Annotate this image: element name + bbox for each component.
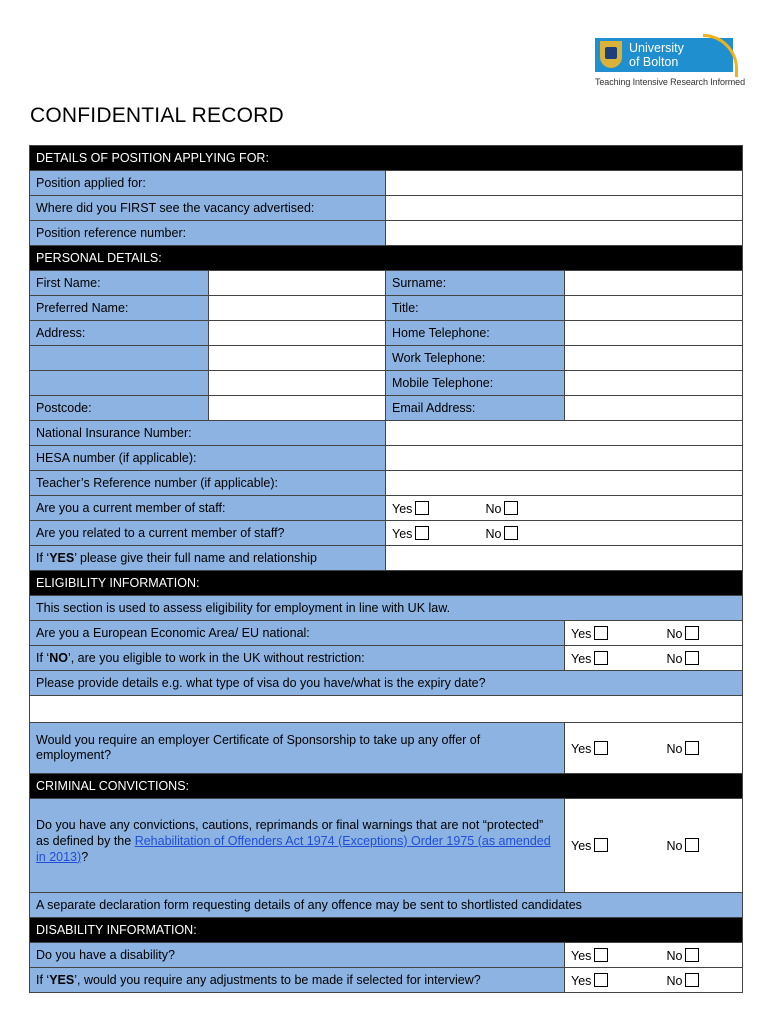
disability-yes-checkbox[interactable] — [594, 948, 608, 962]
position-reference-field[interactable] — [386, 221, 743, 246]
section-header-disability: DISABILITY INFORMATION: — [30, 918, 743, 943]
visa-details-field[interactable] — [30, 696, 743, 723]
sponsorship-no-checkbox[interactable] — [685, 741, 699, 755]
related-staff-no: No — [485, 527, 518, 541]
current-staff-options — [386, 496, 743, 521]
teacher-reference-field[interactable] — [386, 471, 743, 496]
label-adjustments: If ‘YES’, would you require any adjustments to be made if selected for interview? — [30, 968, 565, 993]
label-mobile-telephone: Mobile Telephone: — [386, 371, 565, 396]
logo-line1: University — [629, 41, 684, 55]
address-field-line1[interactable] — [209, 321, 386, 346]
confidential-record-form — [29, 145, 743, 993]
section-header-position: DETAILS OF POSITION APPLYING FOR: — [30, 146, 743, 171]
adjustments-yes: Yes — [571, 973, 663, 988]
logo-tagline: Teaching Intensive Research Informed — [595, 77, 745, 87]
ni-number-field[interactable] — [386, 421, 743, 446]
eligible-uk-yes: Yes — [571, 651, 663, 666]
related-staff-no-checkbox[interactable] — [504, 526, 518, 540]
eligible-uk-no-checkbox[interactable] — [685, 651, 699, 665]
postcode-field[interactable] — [209, 396, 386, 421]
label-surname: Surname: — [386, 271, 565, 296]
work-telephone-field[interactable] — [565, 346, 743, 371]
label-current-staff: Are you a current member of staff: — [30, 496, 386, 521]
address-field-line3[interactable] — [209, 371, 386, 396]
eligibility-intro: This section is used to assess eligibility for employment in line with UK law. — [30, 596, 743, 621]
convictions-no: No — [666, 839, 699, 853]
address-field-line2[interactable] — [209, 346, 386, 371]
label-related-staff: Are you related to a current member of staff? — [30, 521, 386, 546]
convictions-yes-checkbox[interactable] — [594, 838, 608, 852]
sponsorship-yes-checkbox[interactable] — [594, 741, 608, 755]
convictions-no-checkbox[interactable] — [685, 838, 699, 852]
eligible-uk-options — [565, 646, 743, 671]
label-address: Address: — [30, 321, 209, 346]
adjustments-options — [565, 968, 743, 993]
label-has-disability: Do you have a disability? — [30, 943, 565, 968]
logo-line2: of Bolton — [629, 55, 679, 69]
related-staff-options — [386, 521, 743, 546]
rehabilitation-act-link[interactable]: Rehabilitation of Offenders Act 1974 (Exceptions) Order 1975 (as amended in 2013) — [36, 833, 551, 864]
first-name-field[interactable] — [209, 271, 386, 296]
label-postcode: Postcode: — [30, 396, 209, 421]
section-header-personal: PERSONAL DETAILS: — [30, 246, 743, 271]
disability-no: No — [666, 949, 699, 963]
related-staff-yes-checkbox[interactable] — [415, 526, 429, 540]
label-related-details: If ‘YES’ please give their full name and relationship — [30, 546, 386, 571]
declaration-note: A separate declaration form requesting details of any offence may be sent to shortlisted candidates — [30, 893, 743, 918]
eea-no: No — [666, 627, 699, 641]
section-header-eligibility: ELIGIBILITY INFORMATION: — [30, 571, 743, 596]
eligible-uk-no: No — [666, 652, 699, 666]
current-staff-yes-checkbox[interactable] — [415, 501, 429, 515]
related-details-field[interactable] — [386, 546, 743, 571]
current-staff-no-checkbox[interactable] — [504, 501, 518, 515]
label-eea-national: Are you a European Economic Area/ EU national: — [30, 621, 565, 646]
label-email: Email Address: — [386, 396, 565, 421]
sponsorship-no: No — [666, 742, 699, 756]
sponsorship-yes: Yes — [571, 741, 663, 756]
related-staff-yes: Yes — [392, 526, 482, 541]
current-staff-yes: Yes — [392, 501, 482, 516]
label-hesa: HESA number (if applicable): — [30, 446, 386, 471]
label-home-telephone: Home Telephone: — [386, 321, 565, 346]
title-field[interactable] — [565, 296, 743, 321]
crest-icon — [600, 41, 622, 68]
label-teacher-reference: Teacher’s Reference number (if applicable): — [30, 471, 386, 496]
convictions-yes: Yes — [571, 838, 663, 853]
eea-options — [565, 621, 743, 646]
convictions-options — [565, 799, 743, 893]
label-eligible-uk: If ‘NO’, are you eligible to work in the UK without restriction: — [30, 646, 565, 671]
label-first-seen: Where did you FIRST see the vacancy advertised: — [30, 196, 386, 221]
eea-no-checkbox[interactable] — [685, 626, 699, 640]
label-ni-number: National Insurance Number: — [30, 421, 386, 446]
position-applied-field[interactable] — [386, 171, 743, 196]
current-staff-no: No — [485, 502, 518, 516]
label-position-reference: Position reference number: — [30, 221, 386, 246]
label-title: Title: — [386, 296, 565, 321]
sponsorship-options — [565, 723, 743, 774]
adjustments-no: No — [666, 974, 699, 988]
label-preferred-name: Preferred Name: — [30, 296, 209, 321]
eea-yes-checkbox[interactable] — [594, 626, 608, 640]
hesa-field[interactable] — [386, 446, 743, 471]
adjustments-no-checkbox[interactable] — [685, 973, 699, 987]
preferred-name-field[interactable] — [209, 296, 386, 321]
page-title: CONFIDENTIAL RECORD — [30, 104, 284, 127]
mobile-telephone-field[interactable] — [565, 371, 743, 396]
label-work-telephone: Work Telephone: — [386, 346, 565, 371]
email-field[interactable] — [565, 396, 743, 421]
label-convictions: Do you have any convictions, cautions, reprimands or final warnings that are not “protected” as defined by the Rehabilitation of Offenders Act 1974 (Exceptions) Order 1975 (as amended in 2013)? — [30, 799, 565, 893]
home-telephone-field[interactable] — [565, 321, 743, 346]
label-first-name: First Name: — [30, 271, 209, 296]
label-visa-details: Please provide details e.g. what type of visa do you have/what is the expiry date? — [30, 671, 743, 696]
address-label-spacer — [30, 371, 209, 396]
surname-field[interactable] — [565, 271, 743, 296]
university-logo — [595, 38, 745, 92]
first-seen-field[interactable] — [386, 196, 743, 221]
label-sponsorship: Would you require an employer Certificate of Sponsorship to take up any offer of employment? — [30, 723, 565, 774]
address-label-spacer — [30, 346, 209, 371]
section-header-criminal: CRIMINAL CONVICTIONS: — [30, 774, 743, 799]
eligible-uk-yes-checkbox[interactable] — [594, 651, 608, 665]
label-position-applied: Position applied for: — [30, 171, 386, 196]
adjustments-yes-checkbox[interactable] — [594, 973, 608, 987]
disability-no-checkbox[interactable] — [685, 948, 699, 962]
eea-yes: Yes — [571, 626, 663, 641]
disability-yes: Yes — [571, 948, 663, 963]
disability-options — [565, 943, 743, 968]
